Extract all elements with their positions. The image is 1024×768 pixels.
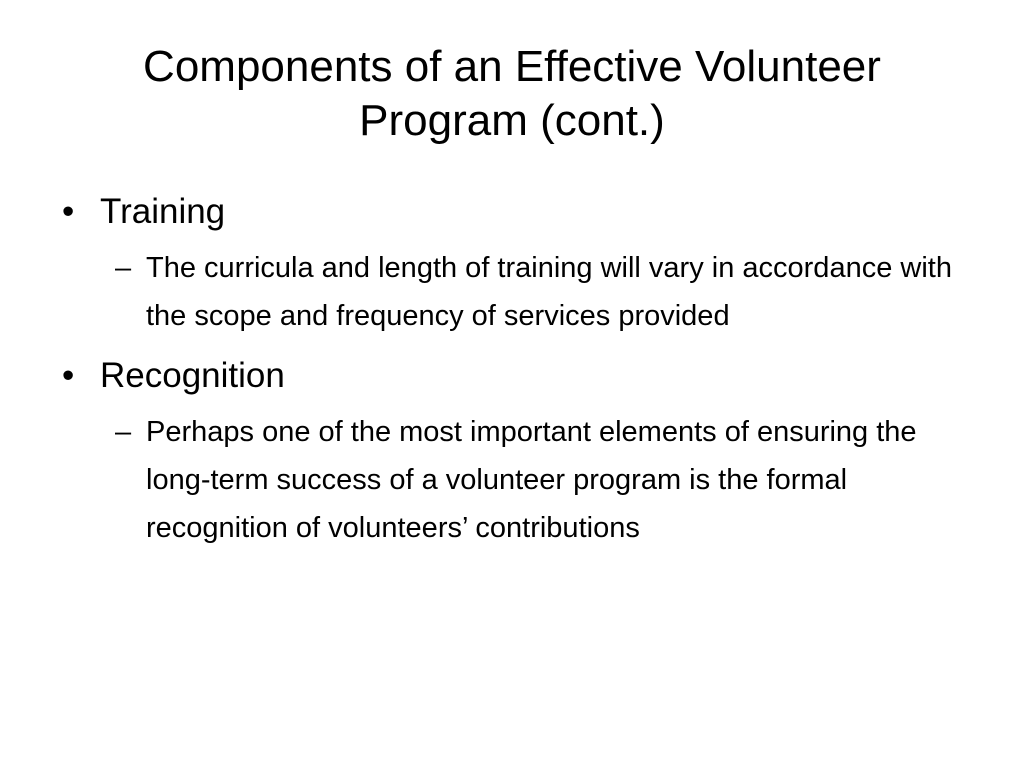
bullet-icon: • xyxy=(62,356,75,395)
sub-item-text: The curricula and length of training will vary in accordance with the scope and frequency of services provided xyxy=(146,252,952,332)
bullet-list xyxy=(60,190,960,566)
sub-item-training-detail xyxy=(60,244,960,340)
sub-item-recognition-detail xyxy=(60,408,960,552)
bullet-label: Recognition xyxy=(100,356,285,395)
dash-icon: – xyxy=(115,416,132,448)
slide-title: Components of an Effective Volunteer Program (cont.) xyxy=(143,42,881,145)
bullet-item-training xyxy=(60,190,960,234)
bullet-label: Training xyxy=(100,192,226,231)
bullet-item-recognition xyxy=(60,354,960,398)
sub-item-text: Perhaps one of the most important elements of ensuring the long-term success of a volunteer program is the formal recognition of volunteers’ contributions xyxy=(146,416,917,544)
dash-icon: – xyxy=(115,252,132,284)
bullet-icon: • xyxy=(62,192,75,231)
